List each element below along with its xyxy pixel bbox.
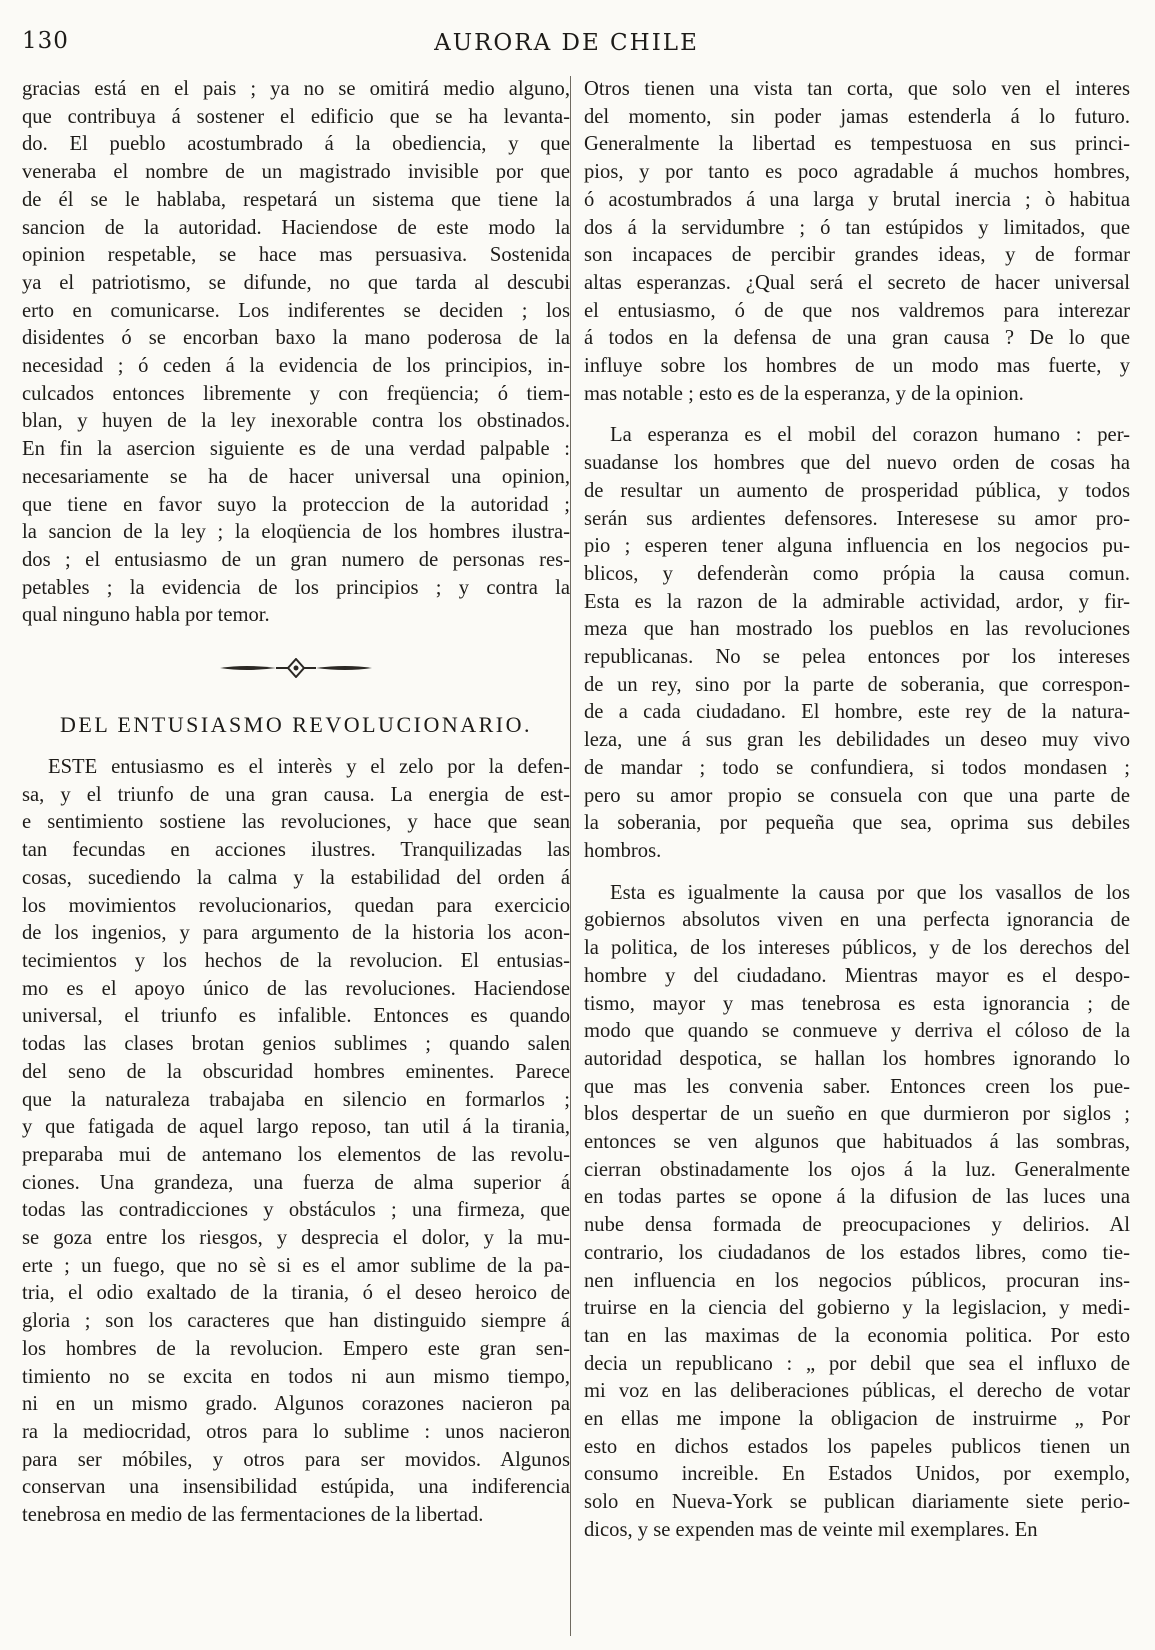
text-line: ESTE entusiasmo es el interès y el zelo por la defen- [48, 756, 570, 779]
page-header [22, 18, 1111, 60]
paragraph-opinion [22, 76, 570, 630]
text-line: de resultar un aumento de prosperidad pública, y todos [584, 479, 1130, 502]
text-line: para ser móbiles, y otros para ser movidos. Algunos [22, 1448, 570, 1471]
text-line: ra la mediocridad, otros para lo sublime : unos nacieron [22, 1420, 570, 1443]
text-line: decia un republicano : „ por debil que sea el influxo de [584, 1352, 1130, 1375]
text-line: blan, y huyen de la ley inexorable contra los obstinados. [22, 410, 570, 433]
text-line: autoridad despotica, se hallan los hombres ignorando lo [584, 1047, 1130, 1070]
text-line: serán sus ardientes defensores. Interesese su amor pro- [584, 507, 1130, 530]
text-line: erte ; un fuego, que no sè si es el amor sublime de la pa- [22, 1254, 570, 1277]
text-line: republicanas. No se pelea entonces por los intereses [584, 646, 1130, 669]
text-line: necesariamente se ha de hacer universal una opinion, [22, 465, 570, 488]
flourish-icon [216, 658, 376, 678]
text-line: leza, une á sus gran les debilidades un deseo muy vivo [584, 729, 1130, 752]
text-line: la sancion de la ley ; la eloqüencia de los hombres ilustra- [22, 521, 570, 544]
left-column [22, 76, 570, 1530]
text-line: truirse en la ciencia del gobierno y la legislacion, y medi- [584, 1297, 1130, 1320]
text-line: ciones. Una grandeza, una fuerza de alma superior á [22, 1171, 570, 1194]
text-line: disidentes ó se encorban baxo la mano poderosa de la [22, 327, 570, 350]
text-line: modo que quando se conmueve y derriva el cóloso de la [584, 1020, 1130, 1043]
text-line: pios, y por tanto es poco agradable á muchos hombres, [584, 161, 1130, 184]
text-line: tecimientos y los hechos de la revolucion. El entusias- [22, 949, 570, 972]
text-line: hombre y del ciudadano. Mientras mayor es el despo- [584, 964, 1130, 987]
text-line: contrario, los ciudadanos de los estados libres, como tie- [584, 1241, 1130, 1264]
running-title: AURORA DE CHILE [434, 30, 699, 56]
text-line: suadanse los hombres que del nuevo orden de cosas ha [584, 452, 1130, 475]
text-line: del seno de la obscuridad hombres eminentes. Parece [22, 1060, 570, 1083]
text-line: ya el patriotismo, se difunde, no que tarda al descubi [22, 271, 570, 294]
text-line: nen influencia en los negocios públicos, procuran ins- [584, 1269, 1130, 1292]
text-line: de un rey, sino por la parte de soberania, que correspon- [584, 673, 1130, 696]
text-line: de a cada ciudadano. El hombre, este rey de la natura- [584, 701, 1130, 724]
text-line: consumo increible. En Estados Unidos, por exemplo, [584, 1463, 1130, 1486]
text-line: se goza entre los riesgos, y desprecia el dolor, y la mu- [22, 1227, 570, 1250]
text-line: de mandar ; todo se confundiera, si todos mondasen ; [584, 756, 1130, 779]
text-line: Generalmente la libertad es tempestuosa en sus princi- [584, 133, 1130, 156]
paragraph-continuation [584, 76, 1130, 408]
text-line: los movimientos revolucionarios, quedan para exercicio [22, 894, 570, 917]
text-line: sancion de la autoridad. Haciendose de este modo la [22, 216, 570, 239]
text-line: Esta es igualmente la causa por que los vasallos de los [610, 881, 1130, 904]
text-line: pero su amor propio se consuela con que una parte de [584, 784, 1130, 807]
text-line: á todos en la defensa de una gran causa ? De lo que [584, 327, 1130, 350]
text-line: el entusiasmo, ó de que nos valdremos para interezar [584, 299, 1130, 322]
text-line: entonces se ven algunos que habituados á las sombras, [584, 1131, 1130, 1154]
text-line: Otros tienen una vista tan corta, que solo ven el interes [584, 78, 1130, 100]
text-line: en todas partes se opone á la difusion de las luces una [584, 1186, 1130, 1209]
text-line: opinion respetable, se hace mas persuasiva. Sostenida [22, 244, 570, 267]
text-line: Esta es la razon de la admirable actividad, ardor, y fir- [584, 590, 1130, 613]
text-line: preparaba mui de antemano los elementos de las revolu- [22, 1143, 570, 1166]
paragraph-ignorance [584, 880, 1130, 1545]
text-line: En fin la asercion siguiente es de una verdad palpable : [22, 438, 570, 461]
text-line: altas esperanzas. ¿Qual será el secreto de hacer universal [584, 271, 1130, 294]
text-line: dos á la servidumbre ; ó tan estúpidos y limitados, que [584, 216, 1130, 239]
text-line: blicos, y defenderàn como própia la causa comun. [584, 562, 1130, 585]
text-line: la politica, de los intereses públicos, y de los derechos del [584, 937, 1130, 960]
text-line: gloria ; son los caracteres que han distinguido siempre á [22, 1310, 570, 1333]
text-line: necesidad ; ó ceden á la evidencia de los principios, in- [22, 355, 570, 378]
text-line: sa, y el triunfo de una gran causa. La energia de est- [22, 783, 570, 806]
text-line: erto en comunicarse. Los indiferentes se deciden ; los [22, 299, 570, 322]
text-line: tria, el odio exaltado de la tirania, ó el deseo heroico de [22, 1282, 570, 1305]
page-number: 130 [22, 28, 69, 54]
right-column [584, 76, 1130, 1545]
text-line: tenebrosa en medio de las fermentaciones de la libertad. [22, 1504, 484, 1527]
text-line: veneraba el nombre de un magistrado invisible por que [22, 161, 570, 184]
text-line: que mas les convenia saber. Entonces creen los pue- [584, 1075, 1130, 1098]
text-line: todas las clases brotan genios sublimes ; quando salen [22, 1033, 570, 1056]
text-line: nube densa formada de preocupaciones y delirios. Al [584, 1214, 1130, 1237]
text-line: que la naturaleza trabajaba en silencio en formarlos ; [22, 1088, 570, 1111]
text-line: tan fecundas en acciones ilustres. Tranquilizadas las [22, 839, 570, 862]
text-line: dicos, y se expenden mas de veinte mil exemplares. En [584, 1518, 1038, 1541]
text-line: mo es el apoyo único de las revoluciones. Haciendose [22, 977, 570, 1000]
text-line: cierran obstinadamente los ojos á la luz. Generalmente [584, 1158, 1130, 1181]
text-line: qual ninguno habla por temor. [22, 604, 270, 627]
text-line: tan en las maximas de la economia politica. Por esto [584, 1324, 1130, 1347]
text-line: mas notable ; esto es de la esperanza, y de la opinion. [584, 382, 1024, 405]
text-line: solo en Nueva-York se publican diariamente siete perio- [584, 1491, 1130, 1514]
text-line: que contribuya á sostener el edificio que se ha levanta- [22, 105, 570, 128]
text-line: e sentimiento sostiene las revoluciones, y hace que sean [22, 811, 570, 834]
text-line: gobiernos absolutos viven en una perfecta ignorancia de [584, 909, 1130, 932]
text-line: de los ingenios, y para argumento de la historia los acon- [22, 922, 570, 945]
text-line: influye sobre los hombres de un modo mas fuerte, y [584, 355, 1130, 378]
text-line: culcados entonces libremente y con freqüencia; ó tiem- [22, 382, 570, 405]
paragraph-enthusiasm [22, 754, 570, 1530]
text-line: y que fatigada de aquel largo reposo, tan util á la tirania, [22, 1116, 570, 1139]
section-title: DEL ENTUSIASMO REVOLUCIONARIO. [60, 712, 532, 738]
text-line: tismo, mayor y mas tenebrosa es esta ignorancia ; de [584, 992, 1130, 1015]
text-line: hombros. [584, 839, 662, 862]
text-line: meza que han mostrado los pueblos en las revoluciones [584, 618, 1130, 641]
paragraph-gap [584, 866, 1130, 880]
text-line: la soberania, por pequeña que sea, oprima sus debiles [584, 812, 1130, 835]
text-line: que tiene en favor suyo la proteccion de la autoridad ; [22, 493, 570, 516]
text-line: todas las contradicciones y obstáculos ; una firmeza, que [22, 1199, 570, 1222]
text-line: La esperanza es el mobil del corazon humano : per- [610, 424, 1130, 447]
text-line: del momento, sin poder jamas estenderla á lo futuro. [584, 105, 1130, 128]
paragraph-gap [584, 408, 1130, 422]
text-line: conservan una insensibilidad estúpida, una indiferencia [22, 1476, 570, 1499]
paragraph-hope [584, 422, 1130, 865]
text-line: timiento no se excita en todos ni aun mismo tiempo, [22, 1365, 570, 1388]
ornament-divider [22, 638, 570, 698]
text-line: de él se le hablaba, respetará un sistema que tiene la [22, 188, 570, 211]
text-line: petables ; la evidencia de los principios ; y contra la [22, 576, 570, 599]
text-line: mi voz en las deliberaciones públicas, el derecho de votar [584, 1380, 1130, 1403]
text-line: pio ; esperen tener alguna influencia en los negocios pu- [584, 535, 1130, 558]
text-line: son incapaces de percibir grandes ideas, y de formar [584, 244, 1130, 267]
text-line: dos ; el entusiasmo de un gran numero de personas res- [22, 548, 570, 571]
column-divider [570, 76, 571, 1636]
text-line: ni en un mismo grado. Algunos corazones nacieron pa [22, 1393, 570, 1416]
text-line: cosas, sucediendo la calma y la estabilidad del orden á [22, 866, 570, 889]
text-line: los hombres de la revolucion. Empero este gran sen- [22, 1337, 570, 1360]
text-line: universal, el triunfo es infalible. Entonces es quando [22, 1005, 570, 1028]
text-line: ó acostumbrados á una larga y brutal inercia ; ò habitua [584, 188, 1130, 211]
text-line: esto en dichos estados los papeles publicos tienen un [584, 1435, 1130, 1458]
text-line: blos despertar de un sueño en que durmieron por siglos ; [584, 1103, 1130, 1126]
text-line: do. El pueblo acostumbrado á la obediencia, y que [22, 133, 570, 156]
text-line: en ellas me impone la obligacion de instruirme „ Por [584, 1408, 1130, 1431]
text-line: gracias está en el pais ; ya no se omitirá medio alguno, [22, 78, 570, 100]
